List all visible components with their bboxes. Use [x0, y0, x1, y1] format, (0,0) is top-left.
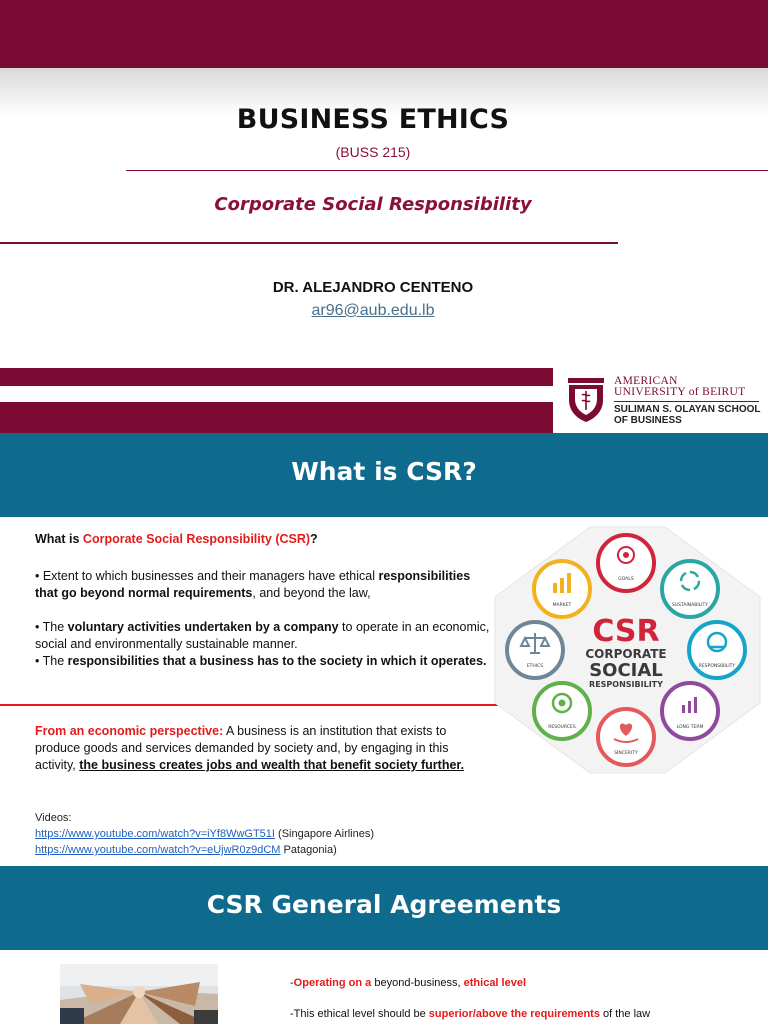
footer-band — [0, 368, 553, 386]
csr-heading: CSR — [592, 614, 660, 649]
economic-perspective — [35, 723, 490, 774]
responsibility-badge — [689, 622, 745, 678]
goals-badge — [598, 535, 654, 591]
what-is-csr-slide — [0, 433, 768, 866]
video-row — [35, 842, 374, 858]
badge-label: RESOURCES — [548, 725, 576, 730]
market-badge — [534, 561, 590, 617]
bullet-item — [35, 568, 495, 602]
author-name: DR. ALEJANDRO CENTENO — [272, 279, 474, 296]
line-text: beyond-business, — [371, 977, 464, 989]
logo-text-business: OF BUSINESS — [614, 415, 682, 426]
video-row — [35, 826, 374, 842]
bullet-emphasis: responsibilities that a business has to the society in which it operates. — [67, 654, 487, 668]
csr-agreements-slide — [0, 866, 768, 1024]
red-divider — [0, 704, 512, 706]
line-emphasis: ethical level — [463, 977, 527, 989]
logo-text-university: UNIVERSITY of BEIRUT — [614, 386, 746, 398]
lecture-subtitle: Corporate Social Responsibility — [214, 194, 532, 215]
logo-text-school: SULIMAN S. OLAYAN SCHOOL — [614, 404, 761, 415]
course-code: (BUSS 215) — [335, 144, 411, 160]
title-slide — [0, 0, 768, 433]
author-email-link[interactable]: ar96@aub.edu.lb — [311, 302, 435, 319]
question-term: Corporate Social Responsibility (CSR) — [82, 532, 311, 546]
line-text: - — [290, 977, 294, 989]
divider-line — [0, 242, 618, 244]
bullet-text: • The — [35, 654, 68, 668]
csr-line-responsibility: RESPONSIBILITY — [589, 680, 663, 689]
university-shield-icon — [566, 376, 606, 424]
sincerity-badge — [598, 709, 654, 765]
teamwork-hands-photo — [60, 964, 218, 1024]
econ-lead: From an economic perspective: — [35, 724, 224, 738]
line-text: of the law — [599, 1008, 651, 1020]
econ-body: A business is an institution that exists to produce goods and services demanded by society and, by engaging in this activity, — [35, 724, 449, 772]
badge-label: SINCERITY — [614, 751, 638, 756]
video-link-patagonia[interactable]: https://www.youtube.com/watch?v=eUjwR0z9dCM — [35, 844, 281, 856]
bullet-emphasis: responsibilities that go beyond normal requirements — [35, 569, 471, 600]
logo-text-american: AMERICAN — [614, 375, 678, 387]
bullet-emphasis: voluntary activities undertaken by a company — [67, 620, 339, 634]
line-emphasis: Operating on a — [293, 977, 372, 989]
csr-line-social: SOCIAL — [589, 660, 663, 681]
ethics-badge — [507, 622, 563, 678]
aub-osb-logo — [560, 372, 765, 428]
agreement-line — [290, 977, 526, 989]
course-title: BUSINESS ETHICS — [236, 104, 510, 135]
sustainability-badge — [662, 561, 718, 617]
video-note: Patagonia) — [280, 844, 337, 856]
bullet-item — [35, 653, 495, 670]
bullet-text: to operate in an economic, social and environmentally sustainable manner. — [35, 620, 490, 651]
videos-block — [35, 810, 374, 858]
csr-octagon-graphic — [490, 525, 765, 775]
footer-band — [0, 402, 553, 433]
slide-title: What is CSR? — [291, 457, 477, 486]
bullet-text: , and beyond the law, — [252, 586, 371, 600]
resources-badge — [534, 683, 590, 739]
bullet-text: • The — [35, 620, 68, 634]
long-term-badge — [662, 683, 718, 739]
bullet-item — [35, 619, 495, 653]
csr-question — [35, 531, 495, 548]
videos-label: Videos: — [35, 812, 72, 824]
slide-title: CSR General Agreements — [206, 890, 562, 919]
badge-label: MARKET — [552, 603, 572, 608]
video-note: (Singapore Airlines) — [274, 828, 375, 840]
badge-label: ETHICS — [526, 664, 544, 669]
question-prefix: What is — [35, 532, 83, 546]
question-suffix: ? — [310, 532, 318, 546]
top-maroon-bar — [0, 0, 768, 68]
bullet-text: • Extent to which businesses and their managers have ethical — [35, 569, 379, 583]
badge-label: LONG TERM — [676, 725, 704, 730]
csr-line-corporate: CORPORATE — [585, 647, 667, 661]
badge-label: SUSTAINABILITY — [671, 603, 709, 608]
divider-line — [126, 170, 768, 171]
agreement-line — [290, 1008, 650, 1020]
badge-label: GOALS — [618, 577, 634, 582]
line-emphasis: superior/above the requirements — [428, 1008, 600, 1020]
line-text: -This ethical level should be — [290, 1008, 429, 1020]
video-link-singapore[interactable]: https://www.youtube.com/watch?v=iYf8WwGT51I — [35, 828, 275, 840]
econ-emphasis: the business creates jobs and wealth that benefit society further. — [79, 758, 465, 772]
badge-label: RESPONSIBILITY — [698, 664, 736, 669]
logo-divider — [614, 401, 759, 402]
